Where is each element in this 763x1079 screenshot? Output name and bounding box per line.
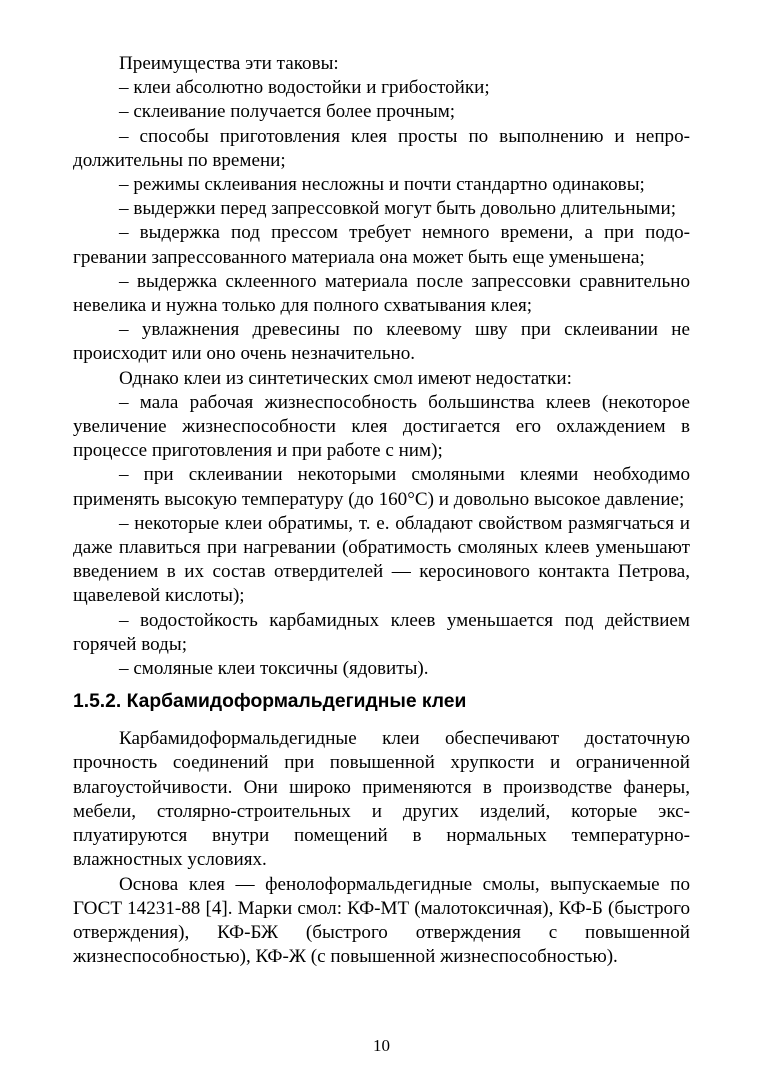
section-heading: 1.5.2. Карбамидоформальдегидные клеи <box>73 691 467 713</box>
page-number: 10 <box>373 1036 390 1055</box>
list-item: – способы приготовления клея просты по выполнению и непродолжительны по времени; <box>73 125 690 171</box>
paragraph: Преимущества эти таковы: <box>119 53 339 74</box>
list-item: – увлажнения древесины по клеевому шву при склеивании не происходит или оно очень незначительно. <box>73 319 690 365</box>
list-item: – выдержка склеенного материала после запрессовки сравнительно невелика и нужна только для полного схватывания клея; <box>73 270 690 317</box>
list-item: – клеи абсолютно водостойки и грибостойки; <box>119 77 490 99</box>
list-item: – при склеивании некоторыми смоляными клеями необходимо применять высокую температуру (до 160°С) и довольно высокое давление; <box>73 464 690 510</box>
list-item: – мала рабочая жизнеспособность большинства клеев (некоторое увеличение жизнеспособности клея достигается его охлаждением в процессе приготовления и при работе с ним); <box>73 391 690 462</box>
paragraph: Карбамидоформальдегидные клеи обеспечивают достаточную прочность соединений при повышенной хрупкости и ограниченной влагоустойчивости. Они широко применяются в производстве фанеры, мебели, столярно-строительных и других изделий, которые эксплуатируются внутри помещений в нормальных температурно-влажностных условиях. <box>73 728 690 871</box>
paragraph: Однако клеи из синтетических смол имеют недостатки: <box>119 367 572 389</box>
list-item: – режимы склеивания несложны и почти стандартно одинаковы; <box>119 174 645 196</box>
list-item: – водостойкость карбамидных клеев уменьшается под действием горячей воды; <box>73 609 690 655</box>
list-item: – выдержки перед запрессовкой могут быть довольно длительными; <box>119 198 677 220</box>
list-item: – склеивание получается более прочным; <box>119 101 456 123</box>
paragraph: Основа клея — фенолоформальдегидные смолы, выпускаемые по ГОСТ 14231-88 [4]. Марки смол: КФ-МТ (малотоксичная), КФ-Б (быстрого отверждения), КФ-БЖ (быстрого отверждения с повышенной жизнеспособностью), КФ-Ж (с повышенной жизнеспособностью). <box>73 873 690 968</box>
list-item: – выдержка под прессом требует немного времени, а при подогревании запрессованного материала она может быть еще уменьшена; <box>73 222 690 268</box>
list-item: – смоляные клеи токсичны (ядовиты). <box>119 658 429 680</box>
page-content <box>73 52 690 969</box>
list-item: – некоторые клеи обратимы, т. е. обладают свойством размягчаться и даже плавиться при нагревании (обратимость смоляных клеев уменьшают введением в их состав отвердителей — керосинового контакта Петрова, щавелевой кислоты); <box>73 512 690 607</box>
